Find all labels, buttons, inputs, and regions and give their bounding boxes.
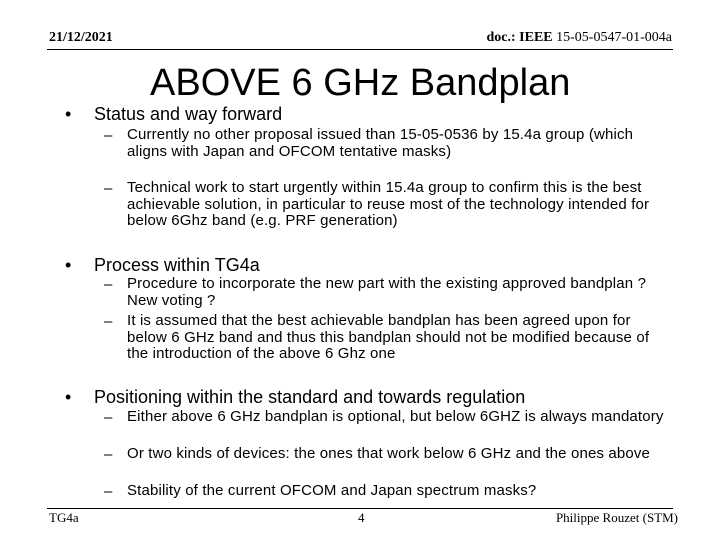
sub-bullet-text: It is assumed that the best achievable bandplan has been agreed upon for below 6 GHz band and thus this bandplan should not be modified because of the introduction of the above 6 Ghz one: [127, 312, 650, 362]
section-heading: Process within TG4a: [94, 255, 260, 275]
section-heading: Positioning within the standard and towards regulation: [94, 387, 526, 407]
bullet-marker: •: [65, 387, 72, 407]
doc-number: 15-05-0547-01-004a: [556, 30, 672, 45]
sub-bullet-dash: –: [104, 180, 113, 197]
header-divider: [47, 49, 673, 50]
sub-bullet-text: Currently no other proposal issued than 15-05-0536 by 15.4a group (which aligns with Japan and OFCOM tentative masks): [127, 126, 634, 160]
bullet-marker: •: [65, 255, 72, 275]
sub-bullet-text: Procedure to incorporate the new part with the existing approved bandplan ? New voting ?: [127, 275, 647, 309]
header-doc-id: [487, 30, 673, 46]
sub-bullet-dash: –: [104, 446, 113, 463]
sub-bullet-text: Technical work to start urgently within 15.4a group to confirm this is the best achievable solution, in particular to reuse most of the technology intended for below 6Ghz band (e.g. PRF generation): [127, 179, 650, 229]
sub-bullet-text: Or two kinds of devices: the ones that work below 6 GHz and the ones above: [127, 445, 651, 462]
footer-divider: [47, 508, 673, 509]
page-number: 4: [358, 510, 365, 525]
sub-bullet-text: Stability of the current OFCOM and Japan spectrum masks?: [127, 482, 537, 499]
section-heading: Status and way forward: [94, 104, 283, 124]
sub-bullet-dash: –: [104, 276, 113, 293]
sub-bullet-text: Either above 6 GHz bandplan is optional, but below 6GHZ is always mandatory: [127, 408, 664, 425]
sub-bullet-dash: –: [104, 313, 113, 330]
header-date: 21/12/2021: [49, 30, 113, 45]
doc-prefix: doc.: IEEE: [486, 30, 553, 45]
footer-group: TG4a: [49, 510, 79, 525]
sub-bullet-dash: –: [104, 127, 113, 144]
footer-author: Philippe Rouzet (STM): [555, 510, 678, 525]
bullet-marker: •: [65, 104, 72, 124]
slide-title: ABOVE 6 GHz Bandplan: [150, 62, 571, 104]
sub-bullet-dash: –: [104, 409, 113, 426]
sub-bullet-dash: –: [104, 483, 113, 500]
